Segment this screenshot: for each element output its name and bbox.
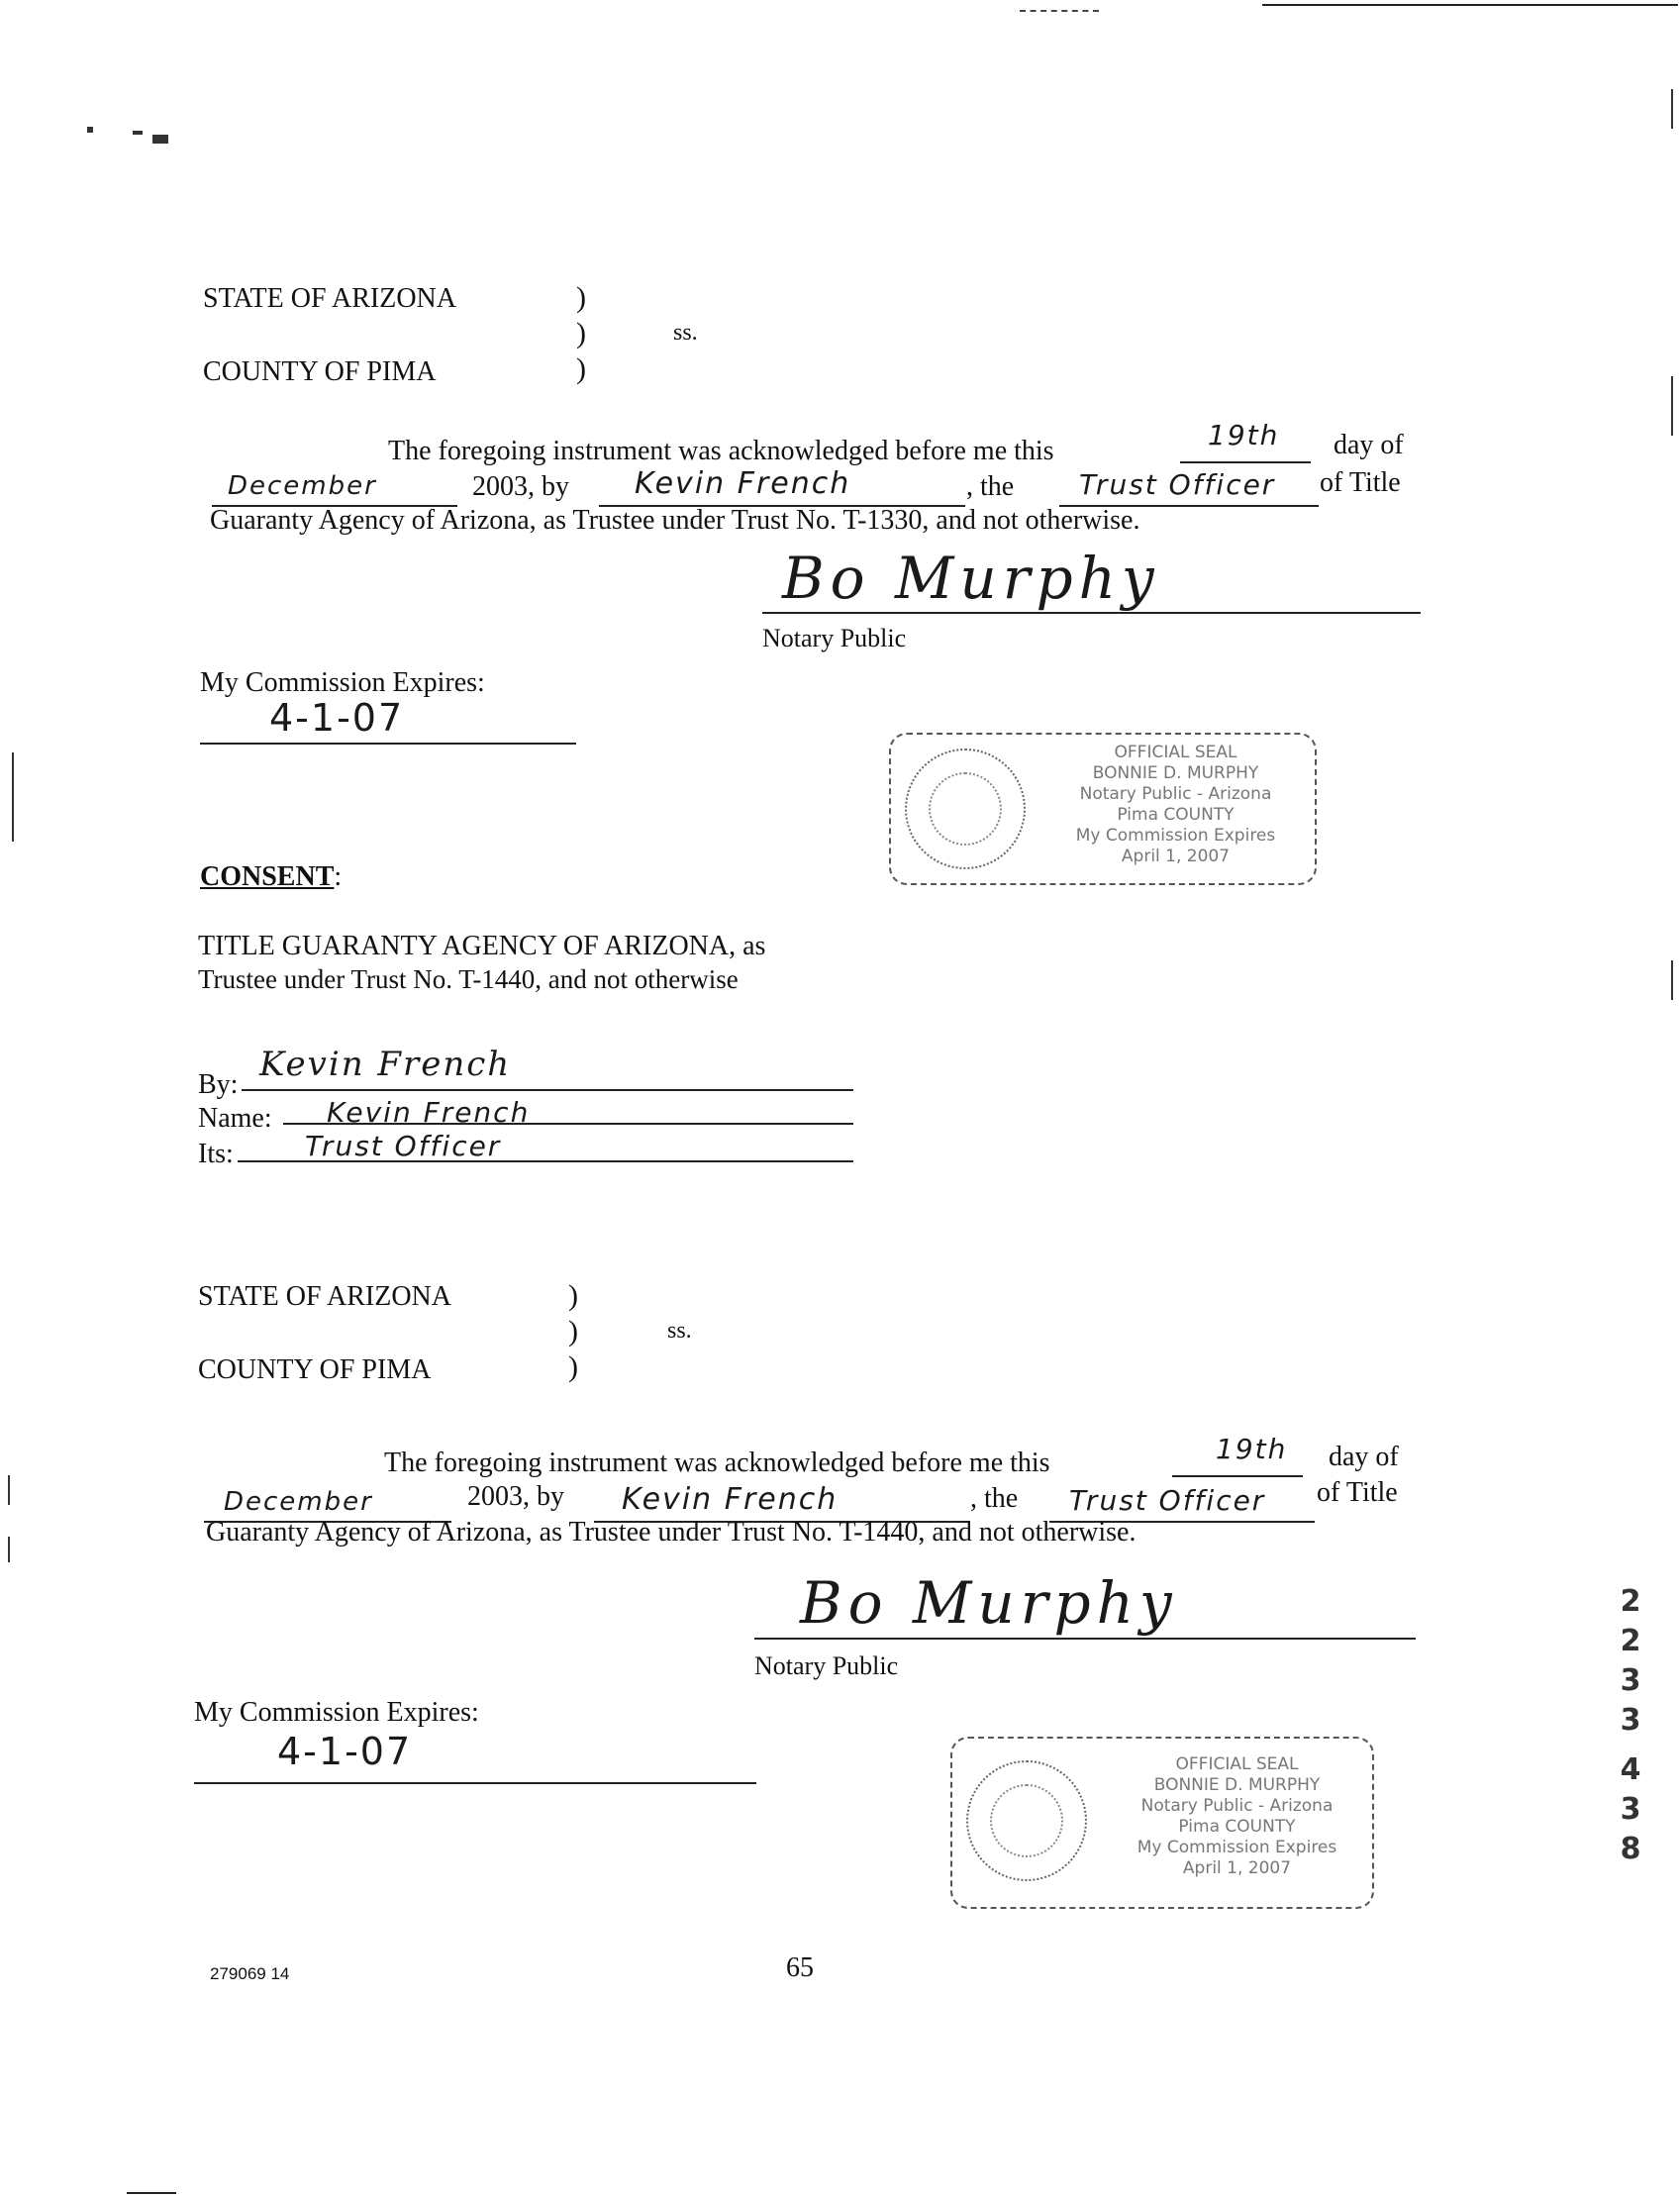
by-line xyxy=(242,1089,853,1091)
ack-text: Guaranty Agency of Arizona, as Trustee under Trust No. T-1330, and not otherwise. xyxy=(210,505,1140,536)
state-heading: STATE OF ARIZONA xyxy=(203,283,456,314)
seal-line: April 1, 2007 xyxy=(1182,1858,1292,1878)
ack-day-field xyxy=(1172,1432,1303,1477)
margin-digit: 3 xyxy=(1620,1703,1641,1738)
ack-text: Guaranty Agency of Arizona, as Trustee under Trust No. T-1440, and not otherwise. xyxy=(206,1517,1136,1548)
consent-line: TITLE GUARANTY AGENCY OF ARIZONA, as xyxy=(198,931,766,961)
ack-text: The foregoing instrument was acknowledged before me this xyxy=(388,436,1054,466)
scan-speck xyxy=(1671,960,1673,1000)
consent-colon: : xyxy=(334,861,343,892)
ack-text: of Title xyxy=(1320,467,1401,498)
scan-edge-line xyxy=(1020,10,1099,12)
scan-speck xyxy=(1671,89,1673,129)
ack-text: of Title xyxy=(1317,1477,1398,1508)
scan-speck xyxy=(133,131,143,135)
margin-digit: 2 xyxy=(1620,1624,1641,1658)
ack-text: day of xyxy=(1334,430,1404,460)
seal-line: My Commission Expires xyxy=(1136,1838,1337,1857)
scan-speck xyxy=(12,752,14,842)
consent-heading xyxy=(200,863,342,891)
paren: ) xyxy=(568,1315,578,1348)
seal-line: Notary Public - Arizona xyxy=(1079,784,1272,804)
margin-digit: 2 xyxy=(1620,1584,1641,1619)
scan-edge-line xyxy=(1262,4,1678,6)
ack-day-value: 19th xyxy=(1208,419,1280,451)
ack-text: 2003, by xyxy=(467,1481,564,1512)
ack-title-value: Trust Officer xyxy=(1079,468,1276,501)
consent-heading-text: CONSENT xyxy=(200,861,335,892)
seal-line: OFFICIAL SEAL xyxy=(1175,1754,1299,1774)
ss-label: ss. xyxy=(667,1318,692,1344)
signature-line xyxy=(762,612,1421,614)
seal-line: OFFICIAL SEAL xyxy=(1114,743,1237,762)
commission-date: 4-1-07 xyxy=(269,696,405,740)
paren: ) xyxy=(568,1350,578,1383)
ack-text: 2003, by xyxy=(472,471,569,502)
ack-text: , the xyxy=(970,1483,1019,1514)
ack-day-field xyxy=(1180,418,1311,463)
commission-date: 4-1-07 xyxy=(277,1730,413,1773)
document-code: 279069 14 xyxy=(210,1964,290,1983)
paren: ) xyxy=(576,281,586,314)
by-label: By: xyxy=(198,1069,239,1100)
scan-speck xyxy=(1671,376,1673,436)
seal-line: My Commission Expires xyxy=(1075,826,1276,846)
its-label: Its: xyxy=(198,1139,234,1169)
scan-edge-line xyxy=(127,2192,176,2194)
seal-line: Pima COUNTY xyxy=(1117,805,1235,825)
notary-public-label: Notary Public xyxy=(762,624,907,652)
scan-speck xyxy=(8,1475,10,1505)
ack-month-field xyxy=(212,465,457,507)
ack-title-field xyxy=(1059,465,1319,507)
ack-name-field xyxy=(599,465,965,507)
ack-month-value: December xyxy=(228,471,377,501)
ss-label: ss. xyxy=(673,320,698,346)
seal-emblem xyxy=(905,749,1026,869)
ack-title-value: Trust Officer xyxy=(1069,1484,1266,1517)
scan-speck xyxy=(152,135,168,144)
signature-line xyxy=(754,1638,1416,1640)
ack-name-value: Kevin French xyxy=(622,1482,839,1517)
ack-text: day of xyxy=(1329,1442,1399,1472)
name-label: Name: xyxy=(198,1103,272,1134)
ack-day-value: 19th xyxy=(1216,1433,1288,1465)
seal-line: BONNIE D. MURPHY xyxy=(1092,763,1259,783)
seal-emblem xyxy=(966,1760,1087,1881)
county-heading: COUNTY OF PIMA xyxy=(198,1354,432,1385)
notary-signature: Bo Murphy xyxy=(782,545,1160,612)
its-value: Trust Officer xyxy=(305,1130,502,1162)
county-heading: COUNTY OF PIMA xyxy=(203,356,437,387)
seal-line: BONNIE D. MURPHY xyxy=(1153,1775,1321,1795)
paren: ) xyxy=(576,352,586,385)
margin-digit: 3 xyxy=(1620,1663,1641,1698)
consent-line: Trustee under Trust No. T-1440, and not otherwise xyxy=(198,964,739,994)
commission-label: My Commission Expires: xyxy=(194,1697,479,1728)
paren: ) xyxy=(568,1279,578,1312)
margin-digit: 4 xyxy=(1620,1752,1641,1787)
notary-seal xyxy=(950,1737,1374,1909)
margin-recording-number xyxy=(1616,1582,1645,1869)
scan-speck xyxy=(8,1537,10,1562)
its-line xyxy=(238,1160,853,1162)
by-signature: Kevin French xyxy=(259,1045,512,1084)
ack-name-value: Kevin French xyxy=(635,466,851,501)
commission-label: My Commission Expires: xyxy=(200,667,485,698)
notary-seal xyxy=(889,733,1317,885)
seal-line: Notary Public - Arizona xyxy=(1140,1796,1334,1816)
seal-line: April 1, 2007 xyxy=(1121,847,1231,866)
notary-signature: Bo Murphy xyxy=(800,1569,1178,1637)
margin-digit: 8 xyxy=(1620,1832,1641,1866)
name-line xyxy=(283,1123,853,1125)
commission-line xyxy=(194,1782,756,1784)
ack-text: The foregoing instrument was acknowledged before me this xyxy=(384,1448,1050,1478)
ack-month-value: December xyxy=(224,1487,373,1517)
margin-digit: 3 xyxy=(1620,1792,1641,1827)
name-value: Kevin French xyxy=(327,1096,531,1129)
ack-text: , the xyxy=(966,471,1015,502)
seal-line: Pima COUNTY xyxy=(1178,1817,1296,1837)
scan-speck xyxy=(87,127,93,133)
commission-line xyxy=(200,743,576,745)
paren: ) xyxy=(576,317,586,350)
notary-public-label: Notary Public xyxy=(754,1651,899,1680)
page-number: 65 xyxy=(786,1952,814,1983)
state-heading: STATE OF ARIZONA xyxy=(198,1281,451,1312)
